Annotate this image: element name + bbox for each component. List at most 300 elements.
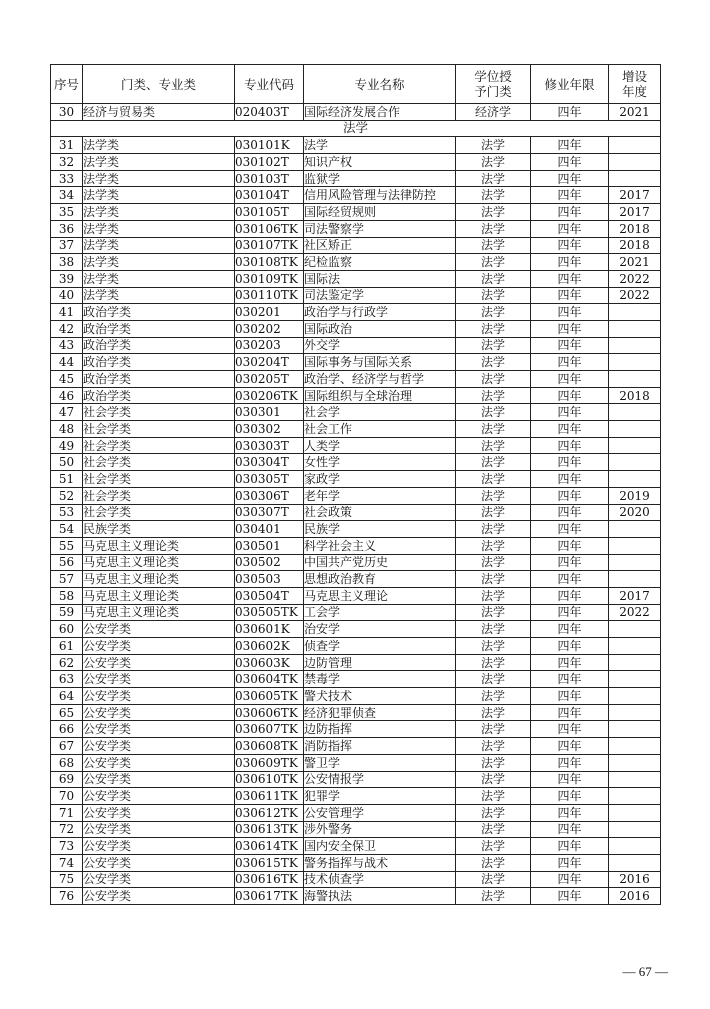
cell-duration: 四年 xyxy=(531,170,609,187)
cell-category: 公安学类 xyxy=(83,621,235,638)
cell-name: 边防指挥 xyxy=(304,721,456,738)
table-row xyxy=(51,254,661,271)
cell-category: 马克思主义理论类 xyxy=(83,587,235,604)
cell-code: 030612TK xyxy=(235,804,304,821)
cell-category: 法学类 xyxy=(83,204,235,221)
table-row xyxy=(51,270,661,287)
cell-year: 2016 xyxy=(609,871,661,888)
table-row xyxy=(51,738,661,755)
cell-degree: 法学 xyxy=(456,671,531,688)
cell-code: 030608TK xyxy=(235,738,304,755)
cell-year xyxy=(609,337,661,354)
table-row xyxy=(51,621,661,638)
cell-name: 信用风险管理与法律防控 xyxy=(304,187,456,204)
table-row xyxy=(51,654,661,671)
cell-year: 2016 xyxy=(609,888,661,905)
cell-duration: 四年 xyxy=(531,854,609,871)
cell-duration: 四年 xyxy=(531,704,609,721)
table-row xyxy=(51,771,661,788)
header-row xyxy=(51,65,661,104)
cell-seq: 58 xyxy=(51,587,83,604)
cell-degree: 法学 xyxy=(456,888,531,905)
cell-duration: 四年 xyxy=(531,437,609,454)
cell-name: 边防管理 xyxy=(304,654,456,671)
cell-year xyxy=(609,838,661,855)
cell-degree: 法学 xyxy=(456,554,531,571)
cell-category: 公安学类 xyxy=(83,738,235,755)
cell-seq: 48 xyxy=(51,421,83,438)
table-row xyxy=(51,137,661,154)
cell-category: 法学类 xyxy=(83,137,235,154)
cell-category: 法学类 xyxy=(83,287,235,304)
cell-category: 公安学类 xyxy=(83,821,235,838)
cell-code: 030607TK xyxy=(235,721,304,738)
cell-code: 030601K xyxy=(235,621,304,638)
cell-year xyxy=(609,771,661,788)
cell-code: 030603K xyxy=(235,654,304,671)
cell-code: 030606TK xyxy=(235,704,304,721)
cell-duration: 四年 xyxy=(531,254,609,271)
cell-duration: 四年 xyxy=(531,871,609,888)
cell-degree: 法学 xyxy=(456,871,531,888)
table-row xyxy=(51,888,661,905)
cell-name: 国际经济发展合作 xyxy=(304,104,456,121)
cell-category: 公安学类 xyxy=(83,671,235,688)
cell-category: 公安学类 xyxy=(83,871,235,888)
cell-year xyxy=(609,754,661,771)
cell-duration: 四年 xyxy=(531,654,609,671)
cell-category: 政治学类 xyxy=(83,371,235,388)
page-number: — 67 — xyxy=(622,964,668,979)
cell-degree: 法学 xyxy=(456,638,531,655)
cell-seq: 75 xyxy=(51,871,83,888)
table-row xyxy=(51,421,661,438)
cell-duration: 四年 xyxy=(531,521,609,538)
cell-seq: 35 xyxy=(51,204,83,221)
cell-category: 法学类 xyxy=(83,154,235,171)
cell-year: 2017 xyxy=(609,187,661,204)
cell-duration: 四年 xyxy=(531,354,609,371)
cell-year xyxy=(609,537,661,554)
cell-degree: 法学 xyxy=(456,571,531,588)
table-row xyxy=(51,320,661,337)
table-row xyxy=(51,587,661,604)
table-row xyxy=(51,187,661,204)
table-row xyxy=(51,537,661,554)
table-row xyxy=(51,371,661,388)
cell-seq: 31 xyxy=(51,137,83,154)
cell-year xyxy=(609,704,661,721)
table-row xyxy=(51,754,661,771)
cell-duration: 四年 xyxy=(531,688,609,705)
table-row xyxy=(51,354,661,371)
cell-name: 社会政策 xyxy=(304,504,456,521)
cell-year xyxy=(609,688,661,705)
cell-category: 公安学类 xyxy=(83,688,235,705)
cell-name: 警务指挥与战术 xyxy=(304,854,456,871)
cell-year: 2022 xyxy=(609,270,661,287)
cell-seq: 54 xyxy=(51,521,83,538)
cell-category: 公安学类 xyxy=(83,804,235,821)
cell-category: 公安学类 xyxy=(83,788,235,805)
table-row xyxy=(51,220,661,237)
cell-code: 030604TK xyxy=(235,671,304,688)
cell-seq: 69 xyxy=(51,771,83,788)
cell-duration: 四年 xyxy=(531,537,609,554)
cell-name: 政治学与行政学 xyxy=(304,304,456,321)
cell-year xyxy=(609,354,661,371)
cell-duration: 四年 xyxy=(531,371,609,388)
cell-duration: 四年 xyxy=(531,337,609,354)
cell-seq: 70 xyxy=(51,788,83,805)
cell-code: 030401 xyxy=(235,521,304,538)
cell-name: 国际组织与全球治理 xyxy=(304,387,456,404)
header-duration: 修业年限 xyxy=(531,65,609,104)
table-row xyxy=(51,704,661,721)
cell-duration: 四年 xyxy=(531,838,609,855)
cell-category: 法学类 xyxy=(83,270,235,287)
cell-code: 030617TK xyxy=(235,888,304,905)
cell-code: 030307T xyxy=(235,504,304,521)
cell-degree: 法学 xyxy=(456,654,531,671)
cell-duration: 四年 xyxy=(531,671,609,688)
cell-year xyxy=(609,804,661,821)
cell-name: 政治学、经济学与哲学 xyxy=(304,371,456,388)
cell-degree: 法学 xyxy=(456,270,531,287)
cell-year: 2022 xyxy=(609,287,661,304)
header-category: 门类、专业类 xyxy=(83,65,235,104)
cell-code: 030205T xyxy=(235,371,304,388)
cell-name: 外交学 xyxy=(304,337,456,354)
cell-degree: 法学 xyxy=(456,854,531,871)
cell-duration: 四年 xyxy=(531,454,609,471)
cell-degree: 法学 xyxy=(456,537,531,554)
cell-code: 030101K xyxy=(235,137,304,154)
cell-seq: 63 xyxy=(51,671,83,688)
table-row xyxy=(51,788,661,805)
cell-name: 国内安全保卫 xyxy=(304,838,456,855)
cell-duration: 四年 xyxy=(531,587,609,604)
table-row xyxy=(51,237,661,254)
cell-name: 公安情报学 xyxy=(304,771,456,788)
cell-year xyxy=(609,371,661,388)
cell-name: 消防指挥 xyxy=(304,738,456,755)
table-row xyxy=(51,854,661,871)
cell-category: 公安学类 xyxy=(83,654,235,671)
table-row xyxy=(51,604,661,621)
cell-category: 马克思主义理论类 xyxy=(83,537,235,554)
table-row xyxy=(51,521,661,538)
header-code: 专业代码 xyxy=(235,65,304,104)
cell-name: 国际法 xyxy=(304,270,456,287)
cell-degree: 法学 xyxy=(456,304,531,321)
cell-degree: 法学 xyxy=(456,504,531,521)
cell-name: 家政学 xyxy=(304,471,456,488)
cell-code: 030103T xyxy=(235,170,304,187)
cell-name: 治安学 xyxy=(304,621,456,638)
cell-duration: 四年 xyxy=(531,404,609,421)
cell-duration: 四年 xyxy=(531,137,609,154)
cell-code: 030504T xyxy=(235,587,304,604)
table-row xyxy=(51,404,661,421)
table-row xyxy=(51,471,661,488)
cell-code: 030104T xyxy=(235,187,304,204)
table-body xyxy=(51,104,661,905)
cell-code: 030110TK xyxy=(235,287,304,304)
cell-category: 经济与贸易类 xyxy=(83,104,235,121)
cell-name: 工会学 xyxy=(304,604,456,621)
cell-year: 2017 xyxy=(609,204,661,221)
cell-category: 法学类 xyxy=(83,187,235,204)
cell-duration: 四年 xyxy=(531,304,609,321)
cell-degree: 法学 xyxy=(456,237,531,254)
cell-duration: 四年 xyxy=(531,738,609,755)
cell-category: 法学类 xyxy=(83,254,235,271)
cell-duration: 四年 xyxy=(531,320,609,337)
cell-year xyxy=(609,821,661,838)
cell-code: 030501 xyxy=(235,537,304,554)
cell-year: 2017 xyxy=(609,587,661,604)
cell-category: 社会学类 xyxy=(83,437,235,454)
cell-name: 犯罪学 xyxy=(304,788,456,805)
cell-seq: 45 xyxy=(51,371,83,388)
cell-seq: 33 xyxy=(51,170,83,187)
cell-name: 社区矫正 xyxy=(304,237,456,254)
table-row xyxy=(51,387,661,404)
cell-duration: 四年 xyxy=(531,621,609,638)
cell-category: 社会学类 xyxy=(83,421,235,438)
cell-duration: 四年 xyxy=(531,187,609,204)
cell-code: 030305T xyxy=(235,471,304,488)
cell-year xyxy=(609,554,661,571)
cell-seq: 47 xyxy=(51,404,83,421)
cell-duration: 四年 xyxy=(531,287,609,304)
cell-category: 公安学类 xyxy=(83,838,235,855)
section-row xyxy=(51,120,661,137)
cell-name: 警卫学 xyxy=(304,754,456,771)
cell-degree: 法学 xyxy=(456,621,531,638)
cell-name: 知识产权 xyxy=(304,154,456,171)
cell-code: 020403T xyxy=(235,104,304,121)
table-row xyxy=(51,821,661,838)
cell-duration: 四年 xyxy=(531,104,609,121)
cell-seq: 51 xyxy=(51,471,83,488)
cell-duration: 四年 xyxy=(531,804,609,821)
cell-name: 法学 xyxy=(304,137,456,154)
table-row xyxy=(51,170,661,187)
cell-code: 030505TK xyxy=(235,604,304,621)
cell-degree: 法学 xyxy=(456,454,531,471)
cell-degree: 法学 xyxy=(456,220,531,237)
cell-year: 2018 xyxy=(609,220,661,237)
header-year-label: 增设年度 xyxy=(621,69,647,99)
cell-seq: 40 xyxy=(51,287,83,304)
cell-name: 纪检监察 xyxy=(304,254,456,271)
table-row xyxy=(51,437,661,454)
cell-name: 人类学 xyxy=(304,437,456,454)
cell-seq: 71 xyxy=(51,804,83,821)
cell-code: 030503 xyxy=(235,571,304,588)
cell-code: 030107TK xyxy=(235,237,304,254)
cell-seq: 55 xyxy=(51,537,83,554)
table-row xyxy=(51,287,661,304)
cell-degree: 法学 xyxy=(456,688,531,705)
cell-year xyxy=(609,137,661,154)
cell-seq: 39 xyxy=(51,270,83,287)
table-row xyxy=(51,688,661,705)
cell-year xyxy=(609,738,661,755)
majors-table xyxy=(50,64,661,905)
cell-year xyxy=(609,654,661,671)
cell-seq: 67 xyxy=(51,738,83,755)
cell-seq: 72 xyxy=(51,821,83,838)
cell-seq: 42 xyxy=(51,320,83,337)
cell-name: 经济犯罪侦查 xyxy=(304,704,456,721)
cell-code: 030615TK xyxy=(235,854,304,871)
section-title: 法学 xyxy=(51,120,661,137)
cell-name: 马克思主义理论 xyxy=(304,587,456,604)
cell-duration: 四年 xyxy=(531,387,609,404)
cell-duration: 四年 xyxy=(531,821,609,838)
cell-degree: 法学 xyxy=(456,421,531,438)
cell-year xyxy=(609,437,661,454)
cell-seq: 56 xyxy=(51,554,83,571)
cell-degree: 法学 xyxy=(456,838,531,855)
cell-year: 2019 xyxy=(609,487,661,504)
cell-category: 马克思主义理论类 xyxy=(83,554,235,571)
cell-year xyxy=(609,404,661,421)
table-row xyxy=(51,554,661,571)
cell-category: 政治学类 xyxy=(83,387,235,404)
cell-category: 政治学类 xyxy=(83,354,235,371)
table-row xyxy=(51,104,661,121)
cell-seq: 44 xyxy=(51,354,83,371)
cell-seq: 36 xyxy=(51,220,83,237)
cell-degree: 法学 xyxy=(456,287,531,304)
cell-seq: 76 xyxy=(51,888,83,905)
cell-duration: 四年 xyxy=(531,888,609,905)
cell-name: 老年学 xyxy=(304,487,456,504)
cell-seq: 59 xyxy=(51,604,83,621)
cell-degree: 法学 xyxy=(456,604,531,621)
cell-code: 030206TK xyxy=(235,387,304,404)
table-row xyxy=(51,671,661,688)
cell-year xyxy=(609,454,661,471)
cell-code: 030202 xyxy=(235,320,304,337)
cell-degree: 法学 xyxy=(456,521,531,538)
cell-seq: 60 xyxy=(51,621,83,638)
cell-name: 侦查学 xyxy=(304,638,456,655)
cell-name: 女性学 xyxy=(304,454,456,471)
cell-code: 030614TK xyxy=(235,838,304,855)
cell-code: 030602K xyxy=(235,638,304,655)
cell-seq: 66 xyxy=(51,721,83,738)
cell-duration: 四年 xyxy=(531,771,609,788)
cell-duration: 四年 xyxy=(531,471,609,488)
cell-year: 2021 xyxy=(609,104,661,121)
cell-name: 思想政治教育 xyxy=(304,571,456,588)
cell-code: 030616TK xyxy=(235,871,304,888)
cell-category: 民族学类 xyxy=(83,521,235,538)
table-row xyxy=(51,571,661,588)
table-row xyxy=(51,638,661,655)
cell-degree: 法学 xyxy=(456,487,531,504)
cell-category: 法学类 xyxy=(83,220,235,237)
cell-year xyxy=(609,571,661,588)
cell-year xyxy=(609,154,661,171)
cell-seq: 34 xyxy=(51,187,83,204)
cell-name: 社会工作 xyxy=(304,421,456,438)
cell-category: 公安学类 xyxy=(83,771,235,788)
cell-duration: 四年 xyxy=(531,604,609,621)
cell-category: 公安学类 xyxy=(83,721,235,738)
cell-code: 030611TK xyxy=(235,788,304,805)
cell-category: 社会学类 xyxy=(83,504,235,521)
cell-year: 2018 xyxy=(609,237,661,254)
cell-seq: 49 xyxy=(51,437,83,454)
cell-code: 030609TK xyxy=(235,754,304,771)
header-name: 专业名称 xyxy=(304,65,456,104)
cell-degree: 法学 xyxy=(456,254,531,271)
cell-duration: 四年 xyxy=(531,270,609,287)
cell-seq: 62 xyxy=(51,654,83,671)
cell-name: 监狱学 xyxy=(304,170,456,187)
cell-seq: 52 xyxy=(51,487,83,504)
cell-year xyxy=(609,471,661,488)
cell-year xyxy=(609,854,661,871)
cell-degree: 法学 xyxy=(456,587,531,604)
cell-degree: 法学 xyxy=(456,187,531,204)
cell-seq: 68 xyxy=(51,754,83,771)
cell-year xyxy=(609,421,661,438)
cell-name: 国际政治 xyxy=(304,320,456,337)
cell-year xyxy=(609,721,661,738)
cell-name: 科学社会主义 xyxy=(304,537,456,554)
cell-degree: 法学 xyxy=(456,437,531,454)
cell-duration: 四年 xyxy=(531,554,609,571)
cell-seq: 37 xyxy=(51,237,83,254)
cell-degree: 法学 xyxy=(456,754,531,771)
cell-seq: 73 xyxy=(51,838,83,855)
cell-duration: 四年 xyxy=(531,154,609,171)
cell-name: 涉外警务 xyxy=(304,821,456,838)
cell-degree: 法学 xyxy=(456,471,531,488)
cell-code: 030605TK xyxy=(235,688,304,705)
table-row xyxy=(51,454,661,471)
cell-duration: 四年 xyxy=(531,487,609,504)
cell-code: 030201 xyxy=(235,304,304,321)
cell-degree: 法学 xyxy=(456,337,531,354)
cell-category: 政治学类 xyxy=(83,320,235,337)
table-row xyxy=(51,304,661,321)
cell-code: 030106TK xyxy=(235,220,304,237)
cell-seq: 65 xyxy=(51,704,83,721)
cell-category: 政治学类 xyxy=(83,337,235,354)
cell-seq: 64 xyxy=(51,688,83,705)
cell-category: 社会学类 xyxy=(83,487,235,504)
cell-seq: 46 xyxy=(51,387,83,404)
cell-category: 法学类 xyxy=(83,170,235,187)
cell-name: 民族学 xyxy=(304,521,456,538)
cell-degree: 法学 xyxy=(456,788,531,805)
table-row xyxy=(51,337,661,354)
cell-code: 030306T xyxy=(235,487,304,504)
table-row xyxy=(51,487,661,504)
header-degree xyxy=(456,65,531,104)
cell-degree: 法学 xyxy=(456,404,531,421)
cell-category: 社会学类 xyxy=(83,471,235,488)
cell-degree: 法学 xyxy=(456,387,531,404)
